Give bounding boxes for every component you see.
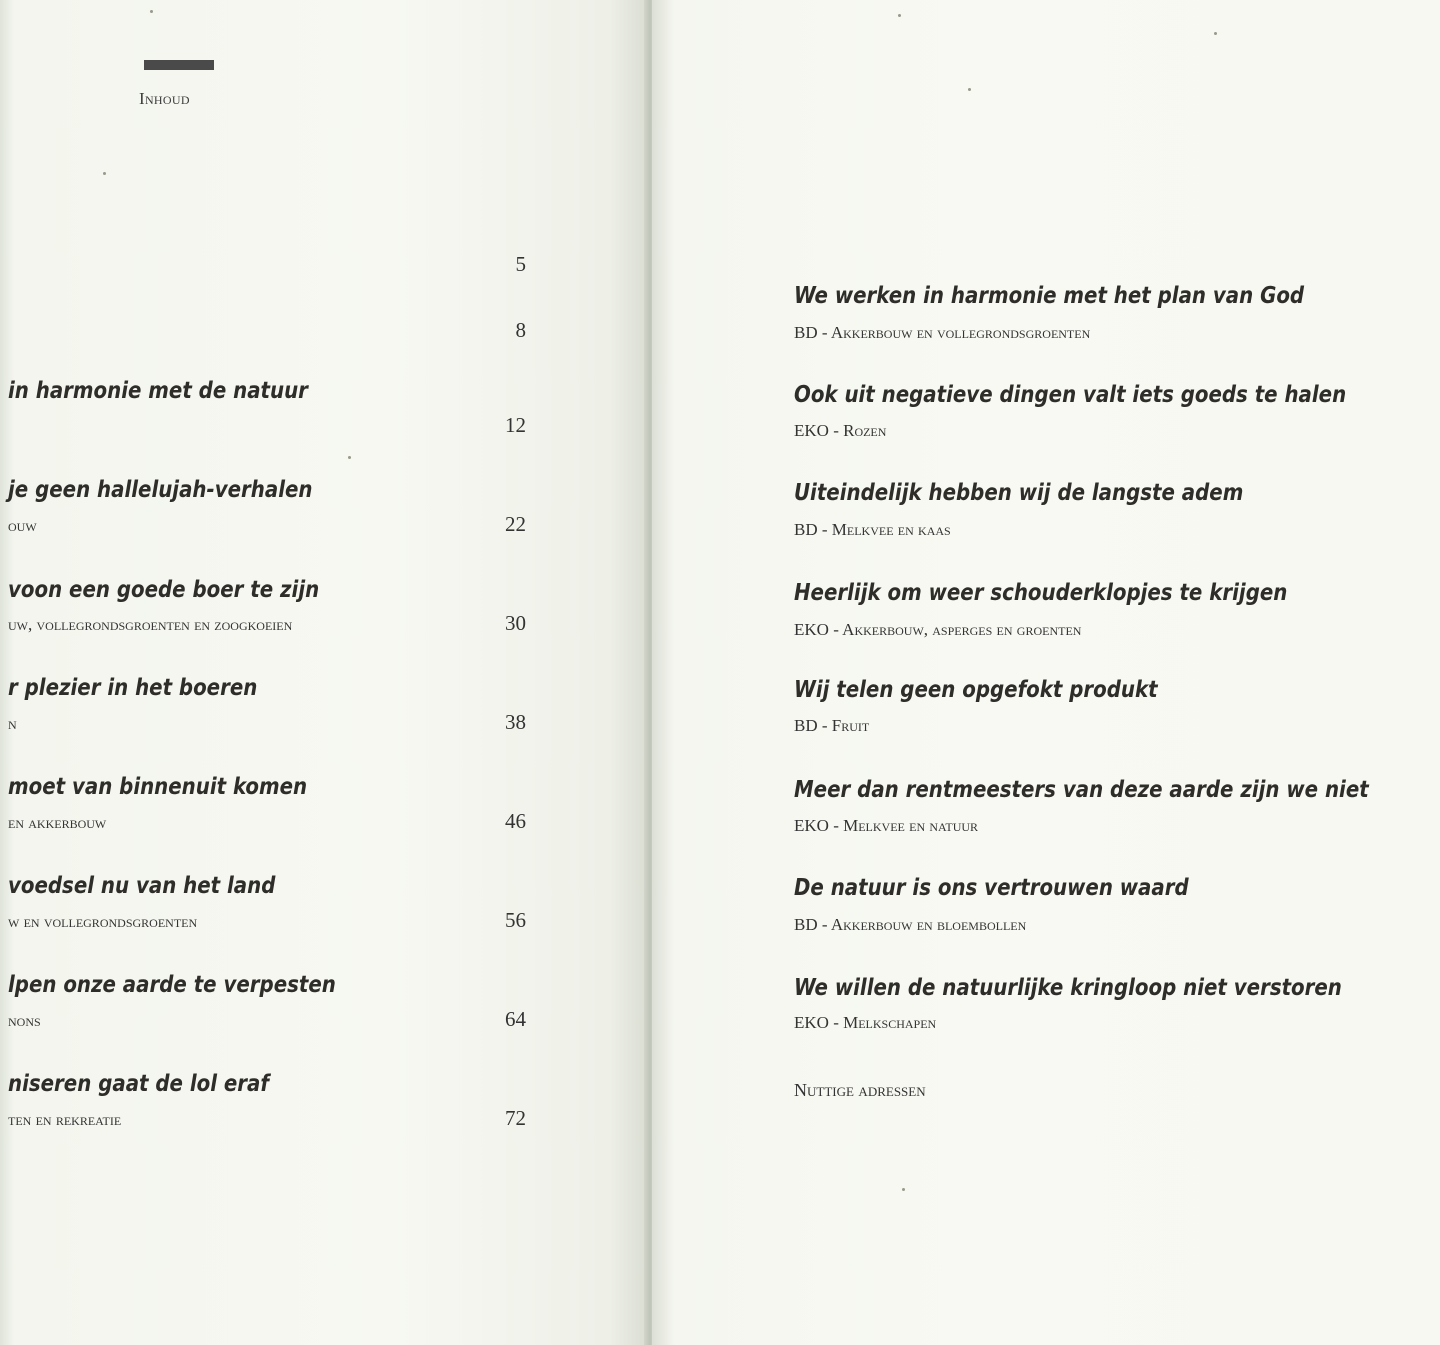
entry-subtitle: EKO - Akkerbouw, asperges en groenten (794, 620, 1082, 639)
entry-subtitle: uw, vollegrondsgroenten en zoogkoeien (8, 615, 293, 634)
entry-title: lpen onze aarde te verpesten (8, 972, 336, 998)
entry-subtitle: ten en rekreatie (8, 1110, 122, 1129)
entry-subtitle: nons (8, 1011, 41, 1030)
entry-title: voedsel nu van het land (8, 873, 276, 899)
entry-title: in harmonie met de natuur (8, 378, 308, 404)
entry-subtitle: ouw (8, 516, 37, 535)
entry-title: je geen hallelujah-verhalen (8, 477, 313, 503)
entry-title: Wij telen geen opgefokt produkt (794, 677, 1158, 703)
entry-subtitle: BD - Fruit (794, 716, 870, 735)
section-label: Inhoud (139, 89, 190, 108)
page-number: 8 (515, 318, 526, 342)
entry-subtitle: EKO - Melkschapen (794, 1013, 937, 1032)
entry-subtitle: en akkerbouw (8, 813, 107, 832)
paper-speck (898, 14, 901, 17)
paper-speck (150, 10, 153, 13)
page-number: 38 (505, 710, 526, 734)
paper-speck (103, 172, 106, 175)
entry-subtitle: w en vollegrondsgroenten (8, 912, 198, 931)
paper-speck (902, 1188, 905, 1191)
entry-subtitle: n (8, 714, 17, 733)
entry-subtitle: EKO - Melkvee en natuur (794, 816, 979, 835)
entry-subtitle: BD - Akkerbouw en vollegrondsgroenten (794, 323, 1091, 342)
entry-title: r plezier in het boeren (8, 675, 258, 701)
header-bar (144, 60, 214, 70)
entry-title: We werken in harmonie met het plan van God (794, 283, 1305, 309)
page-number: 30 (505, 611, 526, 635)
entry-subtitle: BD - Akkerbouw en bloembollen (794, 915, 1027, 934)
right-page (652, 0, 1440, 1345)
entry-title: Heerlijk om weer schouderklopjes te krijgen (794, 580, 1288, 606)
entry-subtitle: EKO - Rozen (794, 421, 887, 440)
page-number: 5 (515, 252, 526, 276)
entry-title: niseren gaat de lol eraf (8, 1071, 270, 1097)
entry-title: Ook uit negatieve dingen valt iets goeds te halen (794, 382, 1347, 408)
page-number: 56 (505, 908, 526, 932)
entry-title: voon een goede boer te zijn (8, 577, 320, 603)
entry-title: Uiteindelijk hebben wij de langste adem (794, 480, 1244, 506)
entry-subtitle: BD - Melkvee en kaas (794, 520, 951, 539)
entry-title: De natuur is ons vertrouwen waard (794, 875, 1189, 901)
entry-title: Meer dan rentmeesters van deze aarde zijn we niet (794, 777, 1369, 803)
paper-speck (348, 456, 351, 459)
entry-title: We willen de natuurlijke kringloop niet verstoren (794, 975, 1342, 1001)
entry-title: moet van binnenuit komen (8, 774, 308, 800)
page-number: 46 (505, 809, 526, 833)
paper-speck (1214, 32, 1217, 35)
left-page (0, 0, 648, 1345)
page-number: 22 (505, 512, 526, 536)
page-number: 72 (505, 1106, 526, 1130)
useful-addresses-label: Nuttige adressen (794, 1080, 926, 1100)
page-number: 64 (505, 1007, 526, 1031)
paper-speck (968, 88, 971, 91)
page-number: 12 (505, 413, 526, 437)
